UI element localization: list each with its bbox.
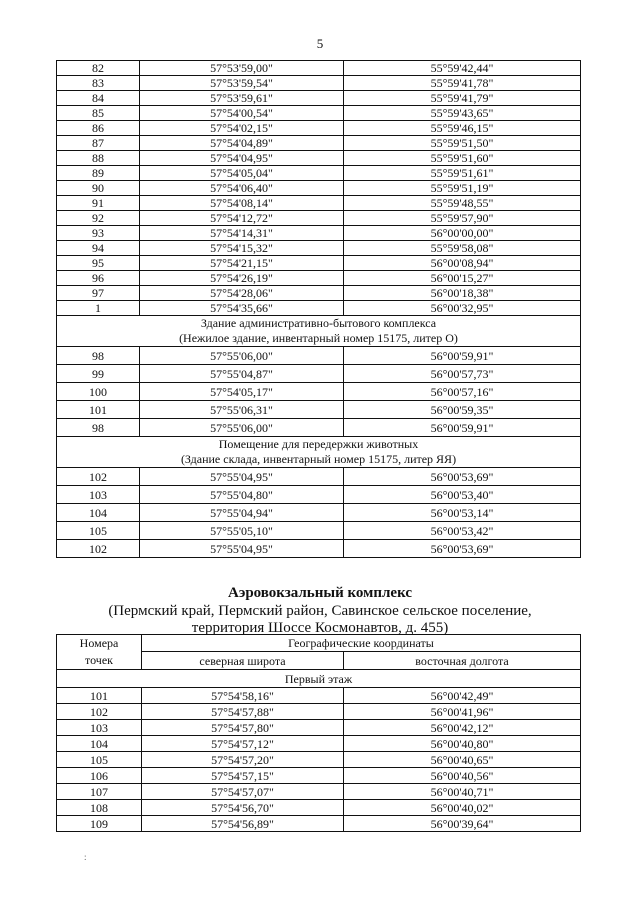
table-row [57,211,581,226]
longitude-cell: 56°00'40,02" [344,800,581,816]
latitude-cell: 57°54'35,66" [140,301,344,316]
table-row [57,121,581,136]
longitude-cell: 55°59'46,15" [344,121,581,136]
table-row [57,256,581,271]
latitude-cell: 57°53'59,54" [140,76,344,91]
latitude-cell: 57°54'08,14" [140,196,344,211]
table-row [57,106,581,121]
longitude-cell: 56°00'40,80" [344,736,581,752]
longitude-cell: 56°00'53,69" [344,540,581,558]
latitude-cell: 57°53'59,61" [140,91,344,106]
point-number-cell: 102 [57,540,140,558]
longitude-cell: 56°00'42,12" [344,720,581,736]
longitude-cell: 55°59'48,55" [344,196,581,211]
longitude-cell: 56°00'53,42" [344,522,581,540]
latitude-cell: 57°55'05,10" [140,522,344,540]
longitude-cell: 55°59'41,79" [344,91,581,106]
table-row [57,768,581,784]
table-row [57,301,581,316]
latitude-cell: 57°55'04,95" [140,540,344,558]
longitude-cell: 55°59'58,08" [344,241,581,256]
longitude-cell: 55°59'51,50" [344,136,581,151]
longitude-cell: 56°00'15,27" [344,271,581,286]
point-number-cell: 89 [57,166,140,181]
floor-row [57,670,581,688]
table-row [57,401,581,419]
longitude-cell: 56°00'32,95" [344,301,581,316]
latitude-cell: 57°54'56,89" [142,816,344,832]
longitude-cell: 56°00'57,16" [344,383,581,401]
longitude-cell: 56°00'40,71" [344,784,581,800]
header-east: восточная долгота [344,652,581,670]
latitude-cell: 57°54'05,04" [140,166,344,181]
latitude-cell: 57°54'02,15" [140,121,344,136]
section-admin-building [57,316,581,347]
longitude-cell: 56°00'41,96" [344,704,581,720]
footer-mark: : [84,852,87,862]
table-row [57,504,581,522]
header-geo: Географические координаты [142,635,581,652]
point-number-cell: 94 [57,241,140,256]
latitude-cell: 57°54'26,19" [140,271,344,286]
point-number-cell: 100 [57,383,140,401]
section-admin-building-cell [57,316,581,347]
point-number-cell: 85 [57,106,140,121]
table-row [57,365,581,383]
longitude-cell: 56°00'40,56" [344,768,581,784]
point-number-cell: 102 [57,468,140,486]
point-number-cell: 93 [57,226,140,241]
point-number-cell: 103 [57,486,140,504]
table-row [57,226,581,241]
latitude-cell: 57°54'57,15" [142,768,344,784]
point-number-cell: 82 [57,61,140,76]
longitude-cell: 55°59'51,61" [344,166,581,181]
point-number-cell: 96 [57,271,140,286]
point-number-cell: 102 [57,704,142,720]
table-row [57,468,581,486]
point-number-cell: 104 [57,736,142,752]
point-number-cell: 105 [57,522,140,540]
longitude-cell: 56°00'08,94" [344,256,581,271]
longitude-cell: 56°00'53,40" [344,486,581,504]
longitude-cell: 55°59'41,78" [344,76,581,91]
floor-label: Первый этаж [57,670,581,688]
latitude-cell: 57°54'57,20" [142,752,344,768]
point-number-cell: 103 [57,720,142,736]
latitude-cell: 57°55'04,95" [140,468,344,486]
section-subtitle-line2: территория Шоссе Космонавтов, д. 455) [191,620,449,636]
longitude-cell: 56°00'59,91" [344,419,581,437]
table-row [57,720,581,736]
point-number-cell: 105 [57,752,142,768]
table-row [57,271,581,286]
section-admin-building-line1: Здание административно-бытового комплекса [200,316,437,330]
section-animal-shelter-line2: (Здание склада, инвентарный номер 15175, литер ЯЯ) [180,452,457,466]
point-number-cell: 84 [57,91,140,106]
section-admin-building-line2: (Нежилое здание, инвентарный номер 15175, литер О) [179,331,458,345]
point-number-cell: 87 [57,136,140,151]
header-points-line2: точек [85,653,113,667]
point-number-cell: 109 [57,816,142,832]
table-row [57,736,581,752]
point-number-cell: 1 [57,301,140,316]
longitude-cell: 55°59'51,60" [344,151,581,166]
latitude-cell: 57°54'12,72" [140,211,344,226]
longitude-cell: 56°00'39,64" [344,816,581,832]
table-row [57,151,581,166]
latitude-cell: 57°54'21,15" [140,256,344,271]
section-animal-shelter-line1: Помещение для передержки животных [218,437,419,451]
table-row [57,241,581,256]
point-number-cell: 91 [57,196,140,211]
longitude-cell: 55°59'51,19" [344,181,581,196]
header-points [57,635,142,670]
point-number-cell: 106 [57,768,142,784]
table-row [57,136,581,151]
table-row [57,816,581,832]
longitude-cell: 55°59'57,90" [344,211,581,226]
latitude-cell: 57°54'06,40" [140,181,344,196]
point-number-cell: 99 [57,365,140,383]
point-number-cell: 83 [57,76,140,91]
latitude-cell: 57°54'57,12" [142,736,344,752]
latitude-cell: 57°54'56,70" [142,800,344,816]
latitude-cell: 57°54'04,95" [140,151,344,166]
longitude-cell: 56°00'40,65" [344,752,581,768]
point-number-cell: 95 [57,256,140,271]
point-number-cell: 98 [57,347,140,365]
point-number-cell: 97 [57,286,140,301]
point-number-cell: 98 [57,419,140,437]
point-number-cell: 92 [57,211,140,226]
table-row [57,419,581,437]
page-number: 5 [316,36,324,51]
latitude-cell: 57°54'04,89" [140,136,344,151]
section-animal-shelter-cell [57,437,581,468]
latitude-cell: 57°54'28,06" [140,286,344,301]
latitude-cell: 57°54'00,54" [140,106,344,121]
point-number-cell: 88 [57,151,140,166]
table-header-row [57,635,581,652]
longitude-cell: 56°00'42,49" [344,688,581,704]
latitude-cell: 57°54'57,88" [142,704,344,720]
table-row [57,486,581,504]
table-row [57,61,581,76]
latitude-cell: 57°54'58,16" [142,688,344,704]
section-subtitle-line1: (Пермский край, Пермский район, Савинское сельское поселение, [108,603,532,619]
table-row [57,540,581,558]
table-row [57,76,581,91]
table-row [57,196,581,211]
longitude-cell: 56°00'18,38" [344,286,581,301]
latitude-cell: 57°54'15,32" [140,241,344,256]
table-row [57,286,581,301]
table-row [57,800,581,816]
latitude-cell: 57°54'57,07" [142,784,344,800]
longitude-cell: 55°59'42,44" [344,61,581,76]
point-number-cell: 108 [57,800,142,816]
longitude-cell: 55°59'43,65" [344,106,581,121]
latitude-cell: 57°54'57,80" [142,720,344,736]
latitude-cell: 57°54'14,31" [140,226,344,241]
coordinates-table [56,60,581,558]
longitude-cell: 56°00'00,00" [344,226,581,241]
section-title: Аэровокзальный комплекс [228,585,412,601]
point-number-cell: 90 [57,181,140,196]
latitude-cell: 57°55'04,80" [140,486,344,504]
table-row [57,704,581,720]
longitude-cell: 56°00'59,91" [344,347,581,365]
latitude-cell: 57°53'59,00" [140,61,344,76]
table-row [57,522,581,540]
longitude-cell: 56°00'53,69" [344,468,581,486]
point-number-cell: 104 [57,504,140,522]
latitude-cell: 57°55'04,94" [140,504,344,522]
header-points-line1: Номера [79,636,119,650]
latitude-cell: 57°55'06,00" [140,419,344,437]
latitude-cell: 57°55'04,87" [140,365,344,383]
latitude-cell: 57°55'06,31" [140,401,344,419]
point-number-cell: 101 [57,688,142,704]
section-animal-shelter [57,437,581,468]
table-row [57,166,581,181]
terminal-coordinates-table [56,634,581,832]
point-number-cell: 101 [57,401,140,419]
point-number-cell: 107 [57,784,142,800]
table-row [57,784,581,800]
table-row [57,181,581,196]
table-row [57,91,581,106]
latitude-cell: 57°54'05,17" [140,383,344,401]
longitude-cell: 56°00'53,14" [344,504,581,522]
table-row [57,752,581,768]
table-row [57,688,581,704]
point-number-cell: 86 [57,121,140,136]
latitude-cell: 57°55'06,00" [140,347,344,365]
header-north: северная широта [142,652,344,670]
longitude-cell: 56°00'59,35" [344,401,581,419]
longitude-cell: 56°00'57,73" [344,365,581,383]
table-row [57,383,581,401]
table-row [57,347,581,365]
